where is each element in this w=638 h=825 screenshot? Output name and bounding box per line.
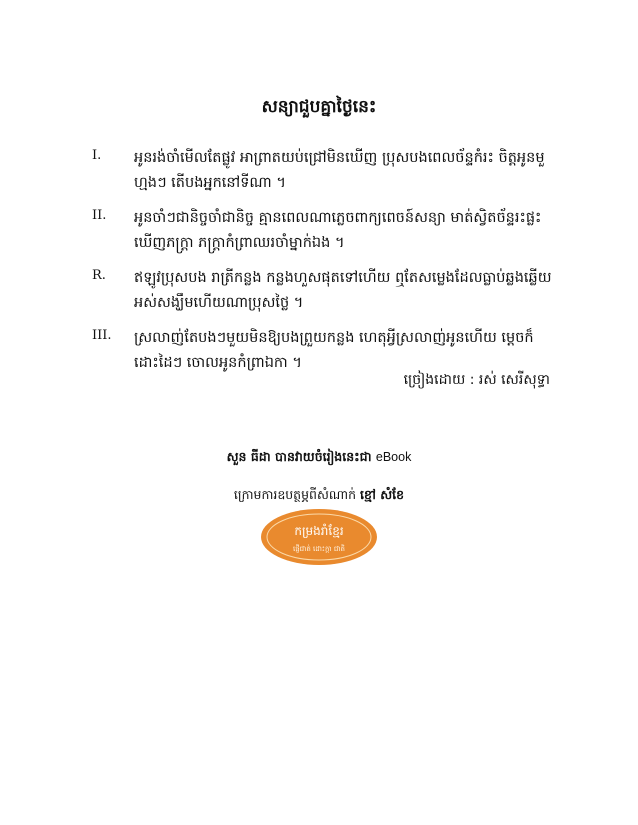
verse-number: I. bbox=[92, 148, 102, 163]
sponsor-name: ខ្មៅ សំខែ bbox=[360, 487, 405, 502]
verse-line: ឃើញភក្ត្រា ភក្ត្រាកំព្រាឈរចាំម្នាក់ឯង ។ bbox=[134, 235, 345, 251]
verse-2 bbox=[92, 206, 562, 256]
verse-line: ឥឡូវប្រុសបង រាត្រីកន្លង កន្លងហួសផុតទៅហើយ ឮតែសម្លេងដែលធ្លាប់ឆ្លងឆ្លើយ bbox=[134, 270, 552, 286]
verse-line: ស្រលាញ់តែបងៗមួយមិនឱ្យបងព្រួយកន្លង ហេតុអ្វីស្រលាញ់អូនហើយ ម្ដេចក៏ bbox=[134, 330, 534, 346]
verse-number: III. bbox=[92, 328, 112, 343]
typist-name: សួន ធីដា bbox=[226, 449, 271, 464]
logo-main-text: កម្រងរាំខ្មែរ bbox=[294, 524, 344, 538]
sponsor-credit bbox=[0, 487, 638, 506]
singer-credit: ច្រៀងដោយ : រស់ សេរីសុទ្ធា bbox=[403, 372, 550, 388]
verse-refrain bbox=[92, 266, 562, 316]
verse-number: R. bbox=[92, 268, 106, 283]
verse-number: II. bbox=[92, 208, 107, 223]
song-title: សន្យាជួបគ្នាថ្ងៃនេះ bbox=[261, 97, 377, 117]
typist-credit-text: បានវាយចំរៀងនេះជា bbox=[270, 449, 376, 464]
ebook-label: eBook bbox=[375, 450, 412, 464]
verse-line: ដោះដៃៗ ចោលអូនកំព្រាឯកា ។ bbox=[134, 355, 302, 371]
verse-line: អូនចាំៗជានិច្ចចាំជានិច្ច គ្មានពេលណាភ្លេចពាក្យពេចន៍សន្យា មាត់ស្វិតច័ន្ទរះផ្លះ bbox=[134, 210, 542, 226]
sponsor-credit-text: ក្រោមការឧបត្ថម្ភពីសំណាក់ bbox=[233, 487, 361, 502]
verse-line: អស់សង្ឃឹមហើយណាប្រុសថ្លៃ ។ bbox=[134, 295, 304, 311]
verse-1 bbox=[92, 146, 562, 196]
logo-sub-text: ផ្ញើជាត់ ដោះក្ដា ជាតិ bbox=[293, 545, 345, 553]
publisher-logo bbox=[259, 507, 379, 567]
verse-line: ហ្មងៗ តើបងអ្នកនៅទីណា ។ bbox=[134, 175, 286, 191]
verse-line: អូនរង់ចាំមើលតែផ្លូវ អាព្រាតយប់ជ្រៅមិនឃើញ ប្រុសបងពេលច័ន្ទកំរះ ចិត្តអូនមួ bbox=[134, 150, 545, 166]
typist-credit bbox=[0, 449, 638, 468]
verse-list bbox=[92, 146, 562, 386]
verse-3 bbox=[92, 326, 562, 376]
